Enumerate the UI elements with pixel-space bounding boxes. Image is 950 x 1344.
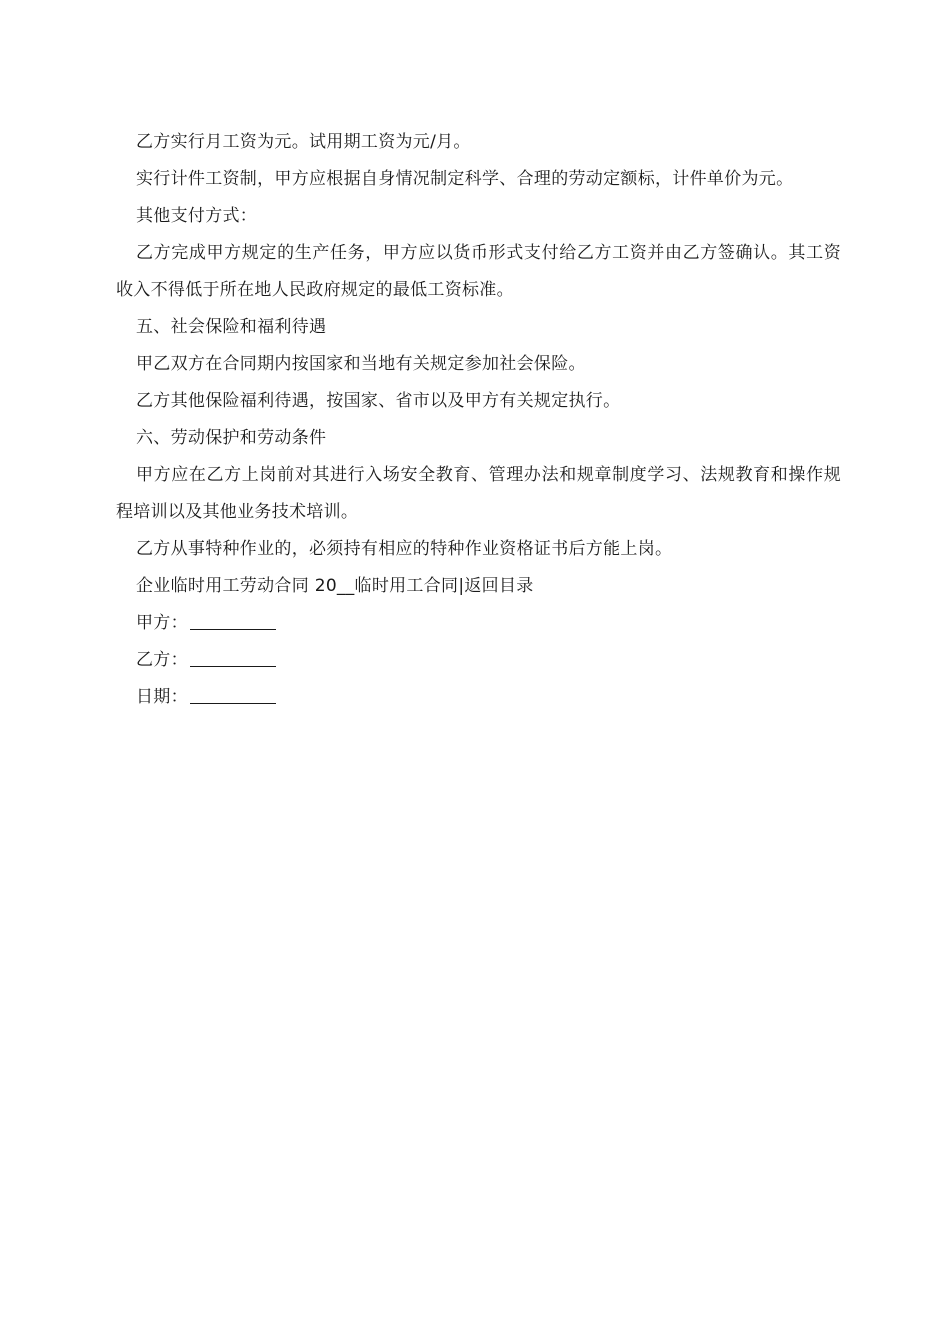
special-work-paragraph: 乙方从事特种作业的，必须持有相应的特种作业资格证书后方能上岗。 [136,539,673,559]
piece-rate-paragraph: 实行计件工资制，甲方应根据自身情况制定科学、合理的劳动定额标，计件单价为元。 [136,169,794,189]
party-b-signature [116,642,841,679]
party-a-signature [116,605,841,642]
date-blank [190,681,276,704]
social-insurance-paragraph: 甲乙双方在合同期内按国家和当地有关规定参加社会保险。 [136,354,586,374]
party-b-blank [190,644,276,667]
section-five-heading: 五、社会保险和福利待遇 [136,317,327,337]
safety-training-paragraph: 甲方应在乙方上岗前对其进行入场安全教育、管理办法和规章制度学习、法规教育和操作规程培训以及其他业务技术培训。 [116,465,841,522]
date-label: 日期： [136,687,188,707]
party-b-label: 乙方： [136,650,188,670]
salary-paragraph: 乙方实行月工资为元。试用期工资为元/月。 [136,132,471,152]
wage-payment-paragraph: 乙方完成甲方规定的生产任务，甲方应以货币形式支付给乙方工资并由乙方签确认。其工资收入不得低于所在地人民政府规定的最低工资标准。 [116,243,841,300]
section-six-heading: 六、劳动保护和劳动条件 [136,428,327,448]
contract-title-link[interactable]: 企业临时用工劳动合同 20__临时用工合同|返回目录 [136,576,534,596]
party-a-blank [190,607,276,630]
other-payment-paragraph: 其他支付方式： [136,206,258,226]
welfare-paragraph: 乙方其他保险福利待遇，按国家、省市以及甲方有关规定执行。 [136,391,621,411]
party-a-label: 甲方： [136,613,188,633]
date-signature [116,679,841,716]
document-body [116,124,841,716]
